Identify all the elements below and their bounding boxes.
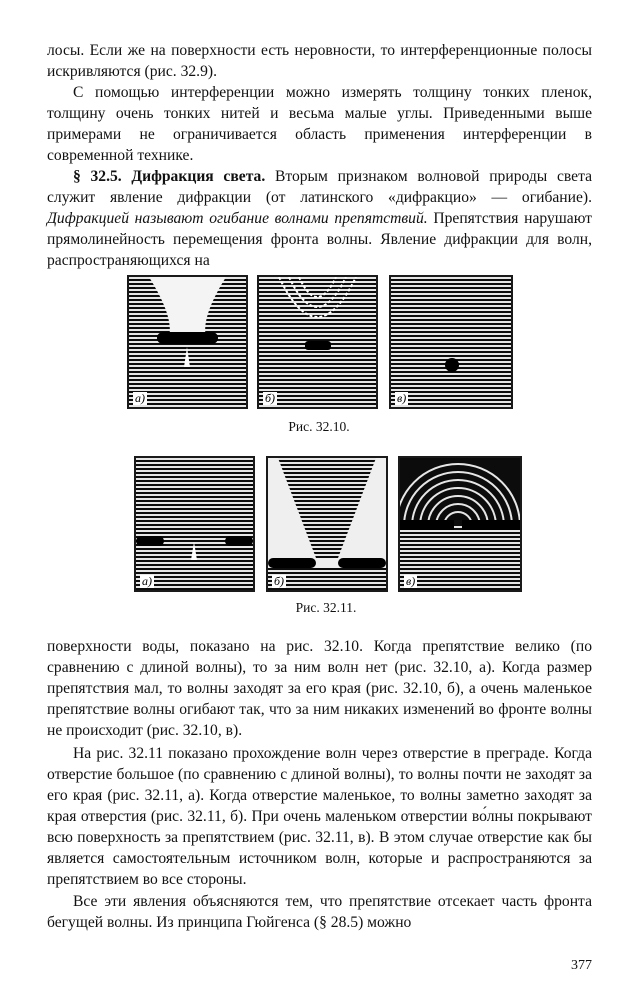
paragraph-2: С помощью интерференции можно измерять толщину тонких пленок, толщину очень тонких нитей и весьма малые углы. Приведенными выше примерами не ограничивается область применения интерференции в современной технике. (47, 84, 592, 164)
wave-photo-small-obstacle (259, 277, 376, 407)
page-number: 377 (571, 958, 592, 973)
paragraph-3 (47, 166, 592, 271)
paragraph-5: На рис. 32.11 показано прохождение волн через отверстие в преграде. Когда отверстие большое (по сравнению с длиной волны), то волны почти не заходят за его края (рис. 32.11, а). Когда отверстие маленькое, то волны заметно заходят за края отверстия (рис. 32.11, б). При очень маленьком отверстии во́лны покрывают всю поверхность за препятствием (рис. 32.11, в). В этом случае отверстие как бы является самостоятельным источником волн, которые и распространяются за препятствием во все стороны. (47, 745, 592, 888)
paragraph-6: Все эти явления объясняются тем, что препятствие отсекает часть фронта бегущей волны. Из принципа Гюйгенса (§ 28.5) можно (47, 893, 592, 931)
figure-32-10-caption: Рис. 32.10. (288, 419, 350, 434)
figure-32-11-caption: Рис. 32.11. (295, 600, 357, 615)
paragraph-3-text-b: Препятствия нарушают прямолинейность перемещения фронта волны. Явление дифракции для волн, распространяющихся на (47, 210, 592, 269)
wave-photo-tiny-opening (400, 458, 520, 590)
figure-label: в) (397, 391, 407, 405)
paragraph-1: лосы. Если же на поверхности есть неровности, то интерференционные полосы искривляются (рис. 32.9). (47, 42, 592, 80)
paragraph-3-text-a: Вторым признаком волновой природы света служит явление дифракции (от латинского «дифракцио» — огибание). (47, 168, 592, 206)
diffraction-definition: Дифракцией называют огибание волнами препятствий. (47, 210, 428, 227)
figure-32-10-b (257, 275, 378, 409)
figure-label: б) (265, 391, 276, 405)
section-heading: § 32.5. Дифракция света. (73, 168, 266, 185)
wave-photo-small-opening (268, 458, 386, 590)
figure-label: а) (135, 391, 145, 405)
figure-label: б) (274, 574, 285, 588)
wave-photo-large-obstacle (129, 277, 246, 407)
figure-32-11-c (398, 456, 522, 592)
wave-photo-tiny-obstacle (391, 277, 511, 407)
wave-photo-large-opening (136, 458, 253, 590)
figure-label: в) (406, 574, 416, 588)
figure-32-11-a (134, 456, 255, 592)
figure-32-11-b (266, 456, 388, 592)
figure-32-10-c (389, 275, 513, 409)
figure-label: а) (142, 574, 152, 588)
figure-32-10-a (127, 275, 248, 409)
paragraph-4: поверхности воды, показано на рис. 32.10. Когда препятствие велико (по сравнению с длиной волны), то за ним волн нет (рис. 32.10, а). Когда размер препятствия мал, то волны заходят за его края (рис. 32.10, б), а очень маленькое препятствие волны огибают так, что за ним никаких изменений во фронте волны не происходит (рис. 32.10, в). (47, 638, 592, 739)
